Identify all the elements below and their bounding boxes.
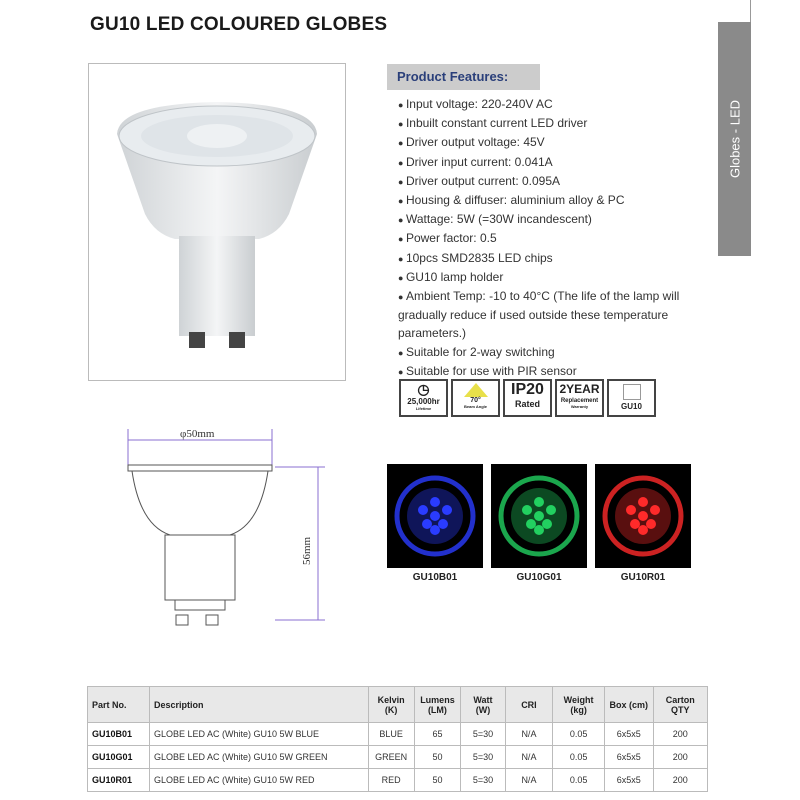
feature-item: ● Driver input current: 0.041A (398, 153, 698, 172)
column-header: Box (cm) (605, 687, 654, 723)
table-cell: GU10B01 (88, 723, 150, 746)
feature-item: ● Driver output current: 0.095A (398, 172, 698, 191)
table-cell: N/A (505, 746, 552, 769)
colour-sample-label: GU10B01 (412, 572, 458, 583)
height-label: 56mm (301, 536, 313, 565)
base-type-badge (607, 379, 656, 417)
warranty-badge (555, 379, 604, 417)
colour-sample-image (595, 464, 691, 568)
feature-item: ● Driver output voltage: 45V (398, 133, 698, 152)
base-text: GU10 (621, 402, 642, 411)
feature-item: ● Inbuilt constant current LED driver (398, 114, 698, 133)
table-cell: 0.05 (553, 769, 605, 792)
column-header: Carton QTY (653, 687, 707, 723)
table-cell: 5=30 (461, 769, 506, 792)
table-row (88, 769, 708, 792)
table-cell: GLOBE LED AC (White) GU10 5W GREEN (150, 746, 369, 769)
ip-sub: Rated (514, 399, 540, 409)
feature-item: ● 10pcs SMD2835 LED chips (398, 249, 698, 268)
feature-item: ● Ambient Temp: -10 to 40°C (The life of the lamp will gradually reduce if used outside these temperature parameters.) (398, 287, 698, 343)
table-cell: GREEN (368, 746, 414, 769)
column-header: Lumens (LM) (414, 687, 461, 723)
diameter-label: φ50mm (180, 428, 215, 440)
table-cell: 0.05 (553, 723, 605, 746)
beam-angle-badge (451, 379, 500, 417)
table-cell: 50 (414, 769, 461, 792)
table-cell: 200 (653, 723, 707, 746)
warranty-text: 2YEAR (559, 382, 600, 396)
table-cell: 65 (414, 723, 461, 746)
divider (750, 0, 751, 22)
table-cell: GU10G01 (88, 746, 150, 769)
warranty-sub: Replacement (560, 398, 599, 404)
feature-item: ● Input voltage: 220-240V AC (398, 95, 698, 114)
column-header: Part No. (88, 687, 150, 723)
table-cell: 5=30 (461, 746, 506, 769)
table-cell: N/A (505, 723, 552, 746)
features-heading: Product Features: (387, 64, 540, 90)
feature-item: ● Suitable for use with PIR sensor (398, 362, 698, 381)
feature-item: ● GU10 lamp holder (398, 268, 698, 287)
table-cell: N/A (505, 769, 552, 792)
side-tab-label: Globes - LED (727, 99, 742, 179)
table-cell: GLOBE LED AC (White) GU10 5W BLUE (150, 723, 369, 746)
table-cell: 6x5x5 (605, 723, 654, 746)
table-cell: RED (368, 769, 414, 792)
side-tab (718, 22, 751, 256)
table-cell: BLUE (368, 723, 414, 746)
colour-sample-label: GU10G01 (516, 572, 562, 583)
table-cell: 50 (414, 746, 461, 769)
lifetime-text: 25,000hr (407, 397, 440, 406)
feature-item: ● Wattage: 5W (=30W incandescent) (398, 210, 698, 229)
colour-sample-image (491, 464, 587, 568)
beam-text: 70° (470, 397, 481, 404)
ip-text: IP20 (511, 381, 544, 398)
page-title: GU10 LED COLOURED GLOBES (90, 14, 388, 35)
table-cell: 200 (653, 769, 707, 792)
table-cell: 5=30 (461, 723, 506, 746)
clock-icon: ◷ (417, 381, 430, 397)
column-header: Kelvin (K) (368, 687, 414, 723)
table-cell: GU10R01 (88, 769, 150, 792)
table-row (88, 723, 708, 746)
gu10-base-icon (623, 384, 641, 400)
table-cell: GLOBE LED AC (White) GU10 5W RED (150, 769, 369, 792)
product-photo (88, 63, 346, 381)
features-list (398, 95, 698, 381)
table-cell: 6x5x5 (605, 769, 654, 792)
colour-sample-label: GU10R01 (620, 572, 666, 583)
spec-table (87, 686, 708, 792)
table-cell: 200 (653, 746, 707, 769)
column-header: Weight (kg) (553, 687, 605, 723)
table-cell: 0.05 (553, 746, 605, 769)
ip-rating-badge (503, 379, 552, 417)
column-header: CRI (505, 687, 552, 723)
column-header: Watt (W) (461, 687, 506, 723)
feature-item: ● Housing & diffuser: aluminium alloy & PC (398, 191, 698, 210)
warranty-sub2: Warranty (570, 404, 589, 409)
column-header: Description (150, 687, 369, 723)
feature-item: ● Suitable for 2-way switching (398, 343, 698, 362)
feature-item: ● Power factor: 0.5 (398, 229, 698, 248)
colour-sample-image (387, 464, 483, 568)
table-row (88, 746, 708, 769)
table-cell: 6x5x5 (605, 746, 654, 769)
dimension-diagram (120, 425, 340, 640)
lifetime-badge (399, 379, 448, 417)
beam-icon (464, 383, 488, 397)
beam-sub: Beam Angle (464, 404, 487, 409)
lifetime-sub: Lifetime (415, 406, 432, 411)
